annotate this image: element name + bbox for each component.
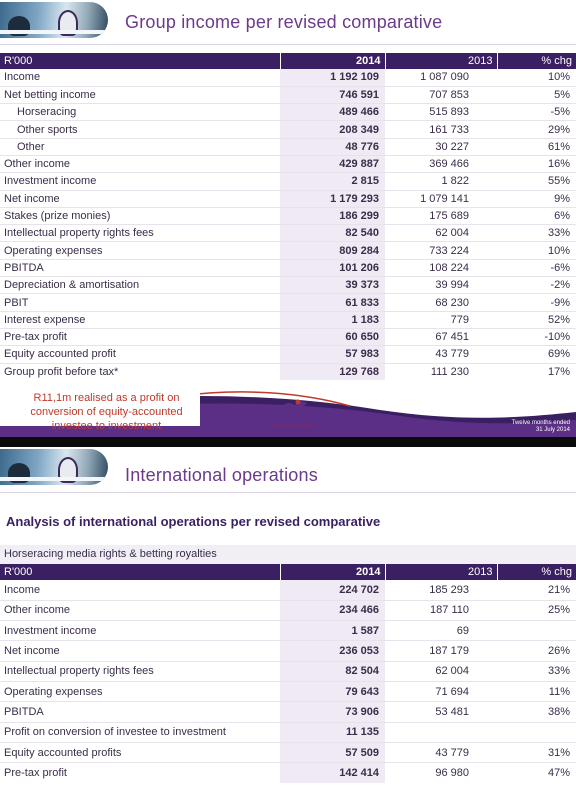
track-rail [0,30,108,34]
pct-change: 5% [554,88,570,101]
pct-change: 25% [547,604,570,617]
value-2013: 43 779 [435,746,469,759]
value-2014: 73 906 [280,702,385,722]
value-2013: 369 466 [429,158,469,171]
table-header-row [0,564,576,580]
pct-change: 38% [547,705,570,718]
value-2014: 1 183 [280,311,385,328]
row-label: Net betting income [4,88,96,101]
value-2013: 111 230 [430,365,469,378]
value-2013: 1 087 090 [420,71,469,84]
header-2013: 2013 [385,564,497,580]
pct-change: 26% [547,645,570,658]
value-2014: 129 768 [280,363,385,380]
value-2013: 733 224 [429,244,469,257]
header-2014: 2014 [280,53,385,69]
value-2013: 515 893 [429,106,469,119]
row-label: PBITDA [4,705,44,718]
value-2013: 71 694 [435,685,469,698]
table-row [0,207,576,224]
value-2013: 187 110 [430,604,469,617]
pct-change: -2% [550,279,570,292]
pct-change: 6% [554,210,570,223]
table-row [0,580,576,600]
value-2013: 185 293 [429,583,469,596]
table-row [0,138,576,155]
table-row [0,742,576,762]
value-2014: 82 504 [280,661,385,681]
table-row [0,173,576,190]
table-row [0,600,576,620]
header-pct-change: % chg [497,53,576,69]
pct-change: -6% [550,261,570,274]
table-row [0,155,576,172]
row-label: Operating expenses [4,685,103,698]
value-2013: 30 227 [435,140,469,153]
row-label: Other [17,140,45,153]
table-row [0,641,576,661]
table-row [0,69,576,86]
row-label: Intellectual property rights fees [4,227,154,240]
phumelela-logo [258,397,328,429]
pct-change: 29% [547,123,570,136]
pct-change: 21% [547,583,570,596]
value-2014: 1 179 293 [280,190,385,207]
pct-change: 69% [547,348,570,361]
logo-text: Phumelela Gaming [272,424,314,429]
value-2014: 1 587 [280,621,385,641]
value-2013: 187 179 [429,645,469,658]
racehorse-icon [273,397,313,417]
table-subheading: Horseracing media rights & betting royalties [4,548,217,560]
table-row [0,277,576,294]
pct-change: 47% [547,767,570,780]
table-header-row [0,53,576,69]
pct-change: -10% [544,331,570,344]
pct-change: -9% [550,296,570,309]
row-label: Pre-tax profit [4,767,67,780]
value-2013: 175 689 [429,210,469,223]
row-label: Other income [4,604,71,617]
pct-change: 11% [548,685,570,698]
header-photo-banner [0,449,108,485]
value-2014: 186 299 [280,207,385,224]
value-2014: 101 206 [280,259,385,276]
value-2014: 208 349 [280,121,385,138]
value-2014: 2 815 [280,173,385,190]
header-2014: 2014 [280,564,385,580]
slide-separator [0,437,576,447]
pct-change: 10% [547,71,570,84]
table-row [0,242,576,259]
pct-change: 9% [554,192,570,205]
row-label: Income [4,71,41,84]
value-2013: 779 [450,313,469,326]
value-2013: 707 853 [429,88,469,101]
value-2013: 1 079 141 [420,192,469,205]
value-2013: 68 230 [435,296,469,309]
table-row [0,763,576,783]
track-rail [0,477,108,481]
value-2014: 11 135 [280,722,385,742]
value-2014: 809 284 [280,242,385,259]
table-row [0,681,576,701]
pct-change: 52% [547,313,570,326]
header-unit: R'000 [0,564,280,580]
table-row [0,363,576,380]
period-line-2: 31 July 2014 [535,427,570,433]
value-2014: 746 591 [280,86,385,103]
value-2014: 429 887 [280,155,385,172]
section-heading: Analysis of international operations per revised comparative [6,514,381,529]
pct-change [497,621,576,641]
row-label: Pre-tax profit [4,331,67,344]
table-row [0,225,576,242]
slide-title: International operations [125,465,318,485]
value-2013: 161 733 [429,123,469,136]
header-2013: 2013 [385,53,497,69]
value-2014: 489 466 [280,104,385,121]
title-divider [0,492,576,493]
pct-change [497,722,576,742]
row-label: Equity accounted profit [4,348,116,361]
row-label: Group profit before tax* [4,365,119,378]
value-2013: 62 004 [435,665,469,678]
table-row [0,86,576,103]
value-2014: 142 414 [280,763,385,783]
pct-change: 16% [547,158,570,171]
value-2014: 224 702 [280,580,385,600]
profit-conversion-note: R11,1m realised as a profit on conversion of equity-accounted investee to investment [30,392,183,432]
row-label: Depreciation & amortisation [4,279,140,292]
row-label: Interest expense [4,313,86,326]
slide-title: Group income per revised comparative [125,12,443,32]
row-label: Equity accounted profits [4,746,122,759]
pct-change: 17% [547,365,570,378]
value-2013: 96 980 [435,767,469,780]
value-2013: 39 994 [435,279,469,292]
row-label: Profit on conversion of investee to investment [4,726,226,739]
table-row [0,121,576,138]
period-line-1: Twelve months ended [511,420,570,426]
value-2014: 79 643 [280,681,385,701]
row-label: Net income [4,645,60,658]
pct-change: 10% [547,244,570,257]
value-2014: 57 509 [280,742,385,762]
value-2014: 82 540 [280,225,385,242]
pct-change: 33% [547,227,570,240]
table-row [0,346,576,363]
row-label: Investment income [4,175,97,188]
group-income-table [0,53,576,380]
value-2014: 61 833 [280,294,385,311]
row-label: PBIT [4,296,29,309]
table-row [0,328,576,345]
row-label: Other sports [17,123,78,136]
table-row [0,259,576,276]
value-2013: 43 779 [435,348,469,361]
row-label: Investment income [4,624,97,637]
table-row [0,661,576,681]
value-2013: 53 481 [435,705,469,718]
value-2013 [385,722,497,742]
row-label: Intellectual property rights fees [4,665,154,678]
pct-change: 61% [547,140,570,153]
value-2013: 67 451 [435,331,469,344]
value-2013: 1 822 [441,175,469,188]
period-note [512,420,570,434]
value-2013: 62 004 [435,227,469,240]
table-row [0,190,576,207]
table-row [0,722,576,742]
table-row [0,104,576,121]
pct-change: 33% [547,665,570,678]
header-unit: R'000 [0,53,280,69]
row-label: PBITDA [4,261,44,274]
row-label: Net income [4,192,60,205]
row-label: Operating expenses [4,244,103,257]
pct-change: -5% [550,106,570,119]
value-2014: 48 776 [280,138,385,155]
value-2013: 69 [456,624,469,637]
value-2014: 234 466 [280,600,385,620]
pct-change: 55% [547,175,570,188]
table-row [0,702,576,722]
value-2014: 1 192 109 [280,69,385,86]
value-2014: 60 650 [280,328,385,345]
international-operations-table [0,564,576,783]
value-2014: 39 373 [280,277,385,294]
table-row [0,311,576,328]
header-pct-change: % chg [497,564,576,580]
table-row [0,294,576,311]
row-label: Income [4,583,41,596]
row-label: Horseracing [17,106,77,119]
value-2013: 108 224 [429,261,469,274]
row-label: Other income [4,158,71,171]
table-row [0,621,576,641]
header-photo-banner [0,2,108,38]
title-divider [0,44,576,45]
value-2014: 57 983 [280,346,385,363]
value-2014: 236 053 [280,641,385,661]
pct-change: 31% [547,746,570,759]
row-label: Stakes (prize monies) [4,210,111,223]
